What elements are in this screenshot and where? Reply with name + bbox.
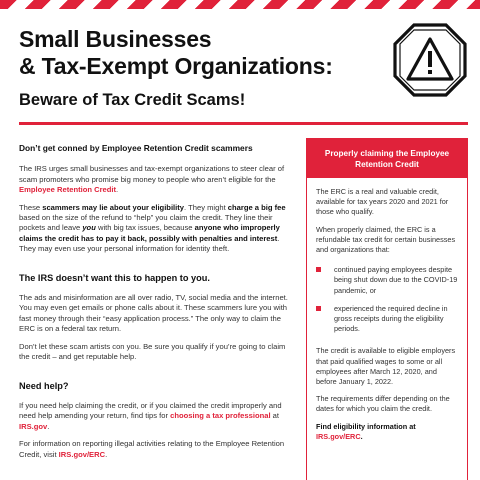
text: . — [47, 421, 50, 431]
bold-text: charge a big fee — [227, 202, 286, 212]
bullet-text: continued paying employees despite being shut down due to the COVID-19 pandemic, or — [334, 265, 458, 295]
sidebar-paragraph-1: The ERC is a real and valuable credit, available for tax years 2020 and 2021 for those who qualify. — [316, 187, 449, 217]
sidebar-paragraph-3: The credit is available to eligible employers that paid qualified wages to some or all employees after March 12, 2020, and before January 1, 2022. — [316, 346, 456, 387]
page-title — [19, 26, 379, 80]
text: If you need help claiming the credit, or if you claimed the credit improperly and need help amending your return, find tips for — [19, 400, 282, 421]
list-item — [316, 265, 459, 296]
link-employee-retention-credit[interactable]: Employee Retention Credit — [19, 185, 117, 195]
heading-irs-doesnt-want: The IRS doesn’t want this to happen to you. — [19, 272, 210, 283]
text: The IRS urges small businesses and tax-exempt organizations to steer clear of scam promoters who promise big money to people who aren’t eligible for the — [19, 164, 285, 184]
sidebar-paragraph-2: When properly claimed, the ERC is a refundable tax credit for certain businesses and organizations that: — [316, 224, 456, 255]
paragraph-scammers — [19, 203, 297, 255]
sidebar-bullet-list — [316, 265, 459, 334]
title-line-2: & Tax-Exempt Organizations: — [19, 53, 333, 79]
bold-text: scammers may lie about your eligibility — [42, 202, 185, 212]
sidebar-paragraph-4: The requirements differ depending on the dates for which you claim the credit. — [316, 394, 450, 414]
link-irs-gov-erc[interactable]: IRS.gov/ERC — [58, 449, 106, 459]
text: For information on reporting illegal activities relating to the Employee Retention Credit, visit — [19, 439, 285, 459]
title-line-1: Small Businesses — [19, 26, 212, 52]
link-irs-gov[interactable]: IRS.gov — [19, 421, 48, 431]
text: . — [360, 431, 363, 441]
sidebar-find-eligibility — [316, 422, 459, 442]
heading-need-help: Need help? — [19, 380, 69, 391]
square-bullet-icon — [316, 306, 321, 311]
link-choosing-tax-professional[interactable]: choosing a tax professional — [170, 411, 271, 421]
text: . — [105, 449, 108, 459]
header-divider — [19, 122, 468, 125]
link-irs-gov-erc-sidebar[interactable]: IRS.gov/ERC — [316, 431, 361, 441]
text: based on the size of the refund to “help” you claim the credit. They line their pockets and leave — [19, 213, 273, 233]
text: with big tax issues, because — [95, 223, 195, 233]
warning-octagon-icon — [392, 22, 468, 98]
emphasis-text: you — [82, 223, 96, 233]
bold-text: anyone who improperly claims the credit has to pay it back, possibly with penalties and interest — [19, 223, 280, 243]
heading-conned: Don’t get conned by Employee Retention Credit scammers — [19, 143, 253, 153]
text: . They may even use your personal information for identity theft. — [19, 233, 280, 254]
text: Find eligibility information at — [316, 421, 416, 431]
paragraph-dont-let: Don’t let these scam artists con you. Be sure you qualify if you’re going to claim the credit – and get reputable help. — [19, 341, 286, 362]
page-subtitle: Beware of Tax Credit Scams! — [19, 91, 246, 109]
bullet-text: experienced the required decline in gross receipts during the eligibility periods. — [334, 303, 448, 334]
sidebar-body — [307, 178, 467, 442]
text: . They might — [184, 202, 228, 212]
sidebar-heading: Properly claiming the Employee Retention Credit — [307, 139, 467, 178]
striped-top-border — [0, 0, 480, 9]
text: These — [19, 202, 43, 212]
paragraph-intro — [19, 164, 297, 195]
paragraph-need-help — [19, 401, 297, 432]
text: . — [116, 185, 119, 195]
list-item — [316, 304, 459, 335]
text: at — [270, 411, 280, 421]
paragraph-ads: The ads and misinformation are all over radio, TV, social media and the internet. You may even get emails or phone calls about it. These scammers lure you with fast money through their “easy application process.” The only way to claim the ERC is on a federal tax return. — [19, 293, 288, 334]
square-bullet-icon — [316, 267, 321, 272]
sidebar-box — [306, 138, 468, 480]
main-column — [19, 143, 297, 467]
paragraph-reporting — [19, 439, 297, 460]
